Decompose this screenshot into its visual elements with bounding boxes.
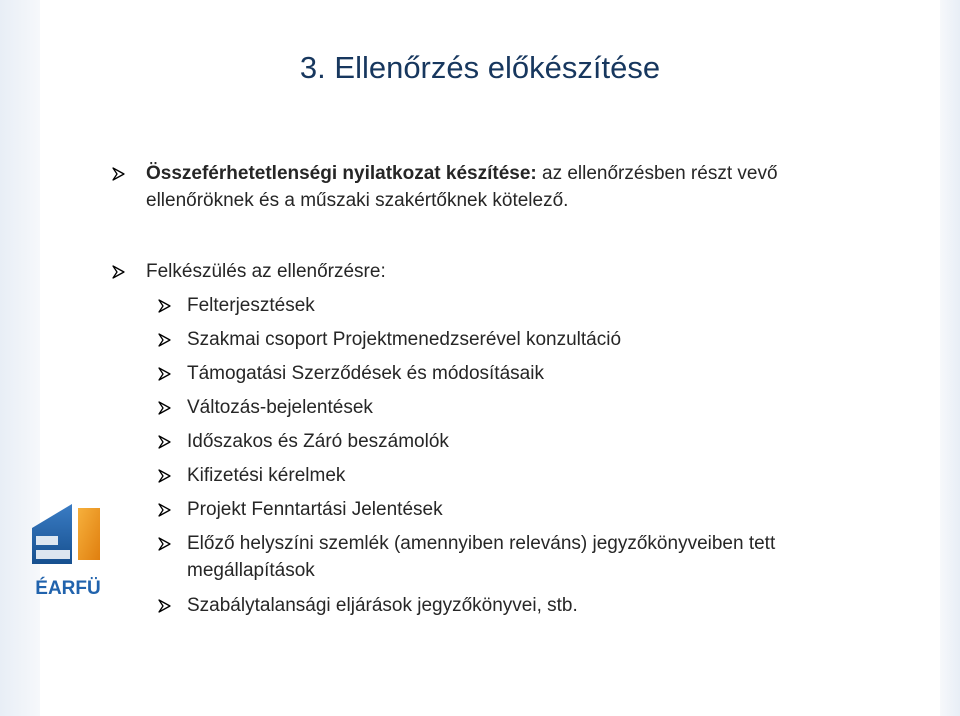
- slide-title: 3. Ellenőrzés előkészítése: [299, 50, 661, 85]
- bullet-item-conflict-of-interest: [0, 160, 900, 214]
- bullet-text: [146, 160, 866, 214]
- sub-bullet-item: [0, 360, 900, 387]
- right-background-band: [940, 0, 960, 716]
- svg-text:ÉARFÜ: ÉARFÜ: [35, 578, 101, 599]
- bullet-text: Felkészülés az ellenőrzésre:: [146, 261, 386, 282]
- sub-bullet-item: [0, 394, 900, 421]
- arrow-bullet-icon: [158, 469, 172, 483]
- arrow-bullet-icon: [112, 167, 126, 181]
- bullet-bold-label: Összeférhetetlenségi nyilatkozat készítése:: [146, 163, 537, 184]
- sub-bullet-item: [0, 496, 900, 523]
- sub-bullet-text: Felterjesztések: [187, 295, 315, 316]
- sub-bullet-text: Kifizetési kérelmek: [187, 465, 346, 486]
- sub-bullet-text: Időszakos és Záró beszámolók: [187, 431, 449, 452]
- bullet-item-preparation: [0, 258, 900, 285]
- sub-bullet-item: [0, 462, 900, 489]
- sub-bullet-item: [0, 292, 900, 319]
- sub-bullet-item: [0, 530, 900, 584]
- arrow-bullet-icon: [112, 265, 126, 279]
- arrow-bullet-icon: [158, 435, 172, 449]
- arrow-bullet-icon: [158, 599, 172, 613]
- arrow-bullet-icon: [158, 367, 172, 381]
- sub-bullet-text: Változás-bejelentések: [187, 397, 373, 418]
- sub-bullet-text: Projekt Fenntartási Jelentések: [187, 499, 443, 520]
- sub-bullet-text: Előző helyszíni szemlék (amennyiben releváns) jegyzőkönyveiben tett megállapítások: [187, 533, 776, 581]
- sub-bullet-text: Támogatási Szerződések és módosításaik: [187, 363, 544, 384]
- arrow-bullet-icon: [158, 503, 172, 517]
- earfu-logo: [28, 500, 110, 610]
- sub-bullet-item: [0, 592, 900, 619]
- arrow-bullet-icon: [158, 401, 172, 415]
- bullet-rest-text: az ellenőrzésben részt vevő ellenőröknek és a műszaki szakértőknek kötelező.: [146, 163, 778, 211]
- sub-bullet-item: [0, 326, 900, 353]
- sub-bullet-text: Szakmai csoport Projektmenedzserével konzultáció: [187, 329, 622, 350]
- sub-bullet-text: Szabálytalansági eljárások jegyzőkönyvei, stb.: [187, 595, 578, 616]
- earfu-logo-icon: [28, 500, 110, 610]
- arrow-bullet-icon: [158, 537, 172, 551]
- arrow-bullet-icon: [158, 333, 172, 347]
- arrow-bullet-icon: [158, 299, 172, 313]
- sub-bullet-item: [0, 428, 900, 455]
